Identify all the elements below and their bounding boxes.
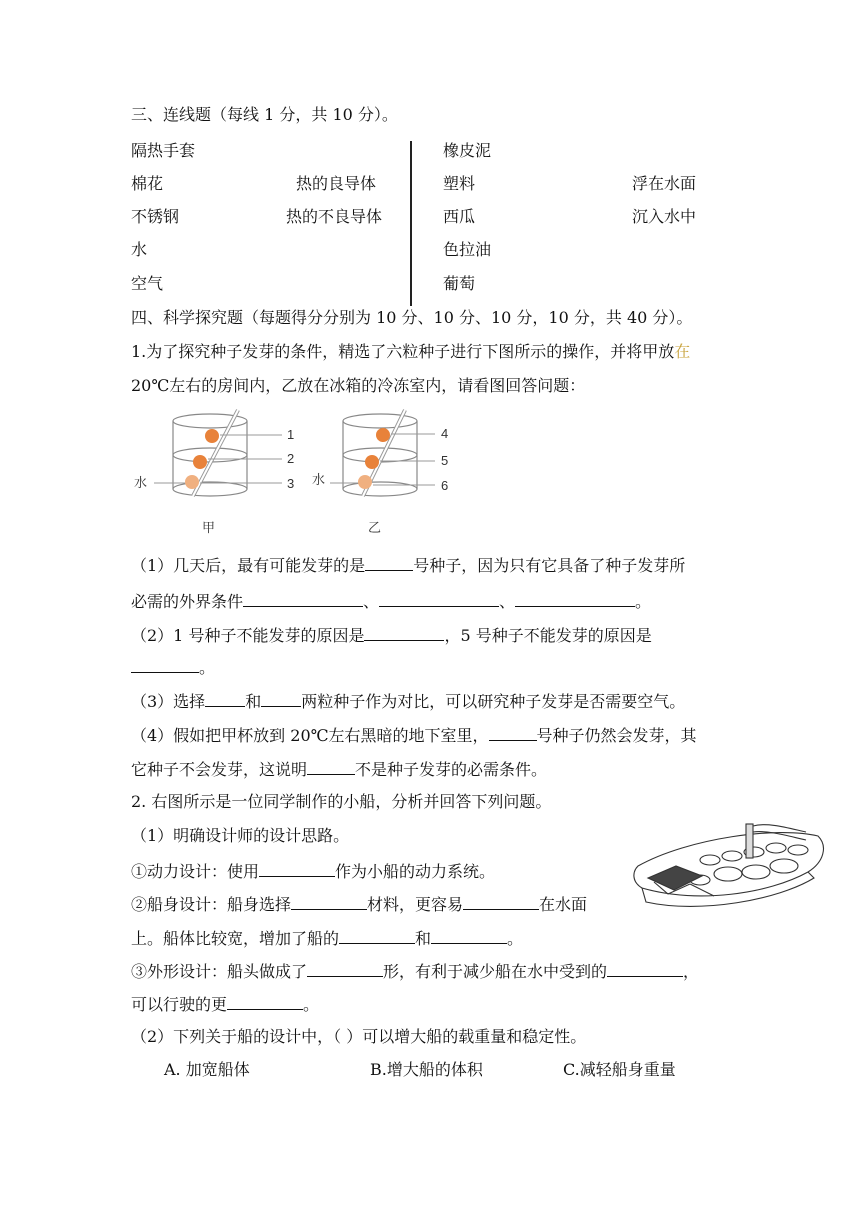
seed-3	[185, 475, 199, 489]
section3-heading: 三、连线题（每线 1 分，共 10 分）。	[131, 105, 398, 124]
match-right-item: 色拉油	[443, 240, 492, 259]
match-right-property: 浮在水面	[632, 174, 697, 193]
q2-intro: 2. 右图所示是一位同学制作的小船，分析并回答下列问题。	[131, 792, 552, 811]
q1-part2-line1: （2）1 号种子不能发芽的原因是 ，5 号种子不能发芽的原因是	[131, 626, 652, 645]
answer-blank[interactable]	[291, 893, 367, 910]
q2-item1: ①动力设计：使用 作为小船的动力系统。	[131, 862, 496, 881]
seed-number-5: 5	[441, 453, 449, 468]
answer-blank[interactable]	[307, 758, 355, 775]
seed-5	[365, 455, 379, 469]
answer-blank[interactable]	[261, 690, 301, 707]
answer-blank[interactable]	[227, 993, 303, 1010]
q1-part2-line2: 。	[131, 656, 215, 678]
match-left-item: 棉花	[131, 174, 164, 193]
q1-intro-line1	[131, 342, 690, 362]
match-left-item: 空气	[131, 274, 164, 293]
answer-blank[interactable]	[515, 590, 635, 607]
q1-part1-line2: 必需的外界条件 、 、 。	[131, 592, 652, 611]
match-left-item: 隔热手套	[131, 141, 196, 160]
q2-item3-line1: ③外形设计：船头做成了 形，有利于减少船在水中受到的 ，	[131, 962, 700, 981]
seed-experiment-figure	[130, 408, 470, 543]
seed-1	[205, 429, 219, 443]
answer-blank[interactable]	[365, 554, 413, 571]
seed-number-4: 4	[441, 426, 449, 441]
match-left-property: 热的不良导体	[286, 207, 383, 226]
seed-2	[193, 455, 207, 469]
answer-blank[interactable]	[339, 927, 415, 944]
q2-item3-line2: 可以行驶的更 。	[131, 995, 320, 1014]
q1-intro-text: 1.为了探究种子发芽的条件，精选了六粒种子进行下图所示的操作，并将甲放	[131, 342, 675, 361]
seed-number-6: 6	[441, 478, 449, 493]
answer-blank[interactable]	[463, 893, 539, 910]
seed-6	[358, 475, 372, 489]
column-divider	[410, 141, 412, 306]
beaker-label-yi: 乙	[368, 520, 382, 535]
answer-blank[interactable]	[431, 927, 507, 944]
match-right-item: 塑料	[443, 174, 476, 193]
boat-figure	[628, 818, 828, 918]
q2-sub1: （1）明确设计师的设计思路。	[131, 826, 350, 845]
option-a: A. 加宽船体	[164, 1060, 250, 1079]
answer-blank[interactable]	[307, 960, 383, 977]
answer-blank[interactable]	[489, 724, 537, 741]
match-right-property: 沉入水中	[632, 207, 697, 226]
option-c: C.减轻船身重量	[563, 1060, 676, 1079]
q1-part1-line1: （1）几天后，最有可能发芽的是 号种子，因为只有它具备了种子发芽所	[131, 556, 686, 575]
beaker-label-jia: 甲	[202, 520, 216, 535]
seed-number-1: 1	[287, 427, 295, 442]
q1-part3: （3）选择 和 两粒种子作为对比，可以研究种子发芽是否需要空气。	[131, 692, 686, 711]
answer-blank[interactable]	[205, 690, 245, 707]
match-left-item: 水	[131, 240, 148, 259]
q1-intro-line2: 20℃左右的房间内，乙放在冰箱的冷冻室内，请看图回答问题：	[131, 376, 586, 395]
q2-sub2: （2）下列关于船的设计中，（ ）可以增大船的载重量和稳定性。	[131, 1027, 587, 1046]
option-b: B.增大船的体积	[370, 1060, 483, 1079]
q2-item2-line1: ②船身设计：船身选择 材料，更容易 在水面	[131, 895, 588, 914]
answer-blank[interactable]	[379, 590, 499, 607]
section4-heading: 四、科学探究题（每题得分分别为 10 分、10 分、10 分，10 分，共 40 分）。	[131, 308, 693, 327]
water-label-jia: 水	[134, 475, 148, 490]
q2-item2-line2: 上。船体比较宽，增加了船的 和 。	[131, 929, 524, 948]
answer-blank[interactable]	[607, 960, 683, 977]
water-label-yi: 水	[312, 472, 326, 487]
q1-part4-line2: 它种子不会发芽，这说明 不是种子发芽的必需条件。	[131, 760, 548, 779]
answer-blank[interactable]	[243, 590, 363, 607]
answer-blank[interactable]	[259, 860, 335, 877]
answer-blank[interactable]	[131, 656, 199, 673]
q1-part4-line1: （4）假如把甲杯放到 20℃左右黑暗的地下室里， 号种子仍然会发芽，其	[131, 726, 697, 745]
seed-number-3: 3	[287, 476, 295, 491]
answer-blank[interactable]	[364, 624, 444, 641]
q1-intro-tail: 在	[674, 342, 691, 361]
match-right-item: 西瓜	[443, 207, 476, 226]
seed-4	[376, 428, 390, 442]
match-left-item: 不锈钢	[131, 207, 180, 226]
match-right-item: 橡皮泥	[443, 141, 492, 160]
seed-number-2: 2	[287, 451, 295, 466]
match-right-item: 葡萄	[443, 274, 476, 293]
match-left-property: 热的良导体	[296, 174, 377, 193]
